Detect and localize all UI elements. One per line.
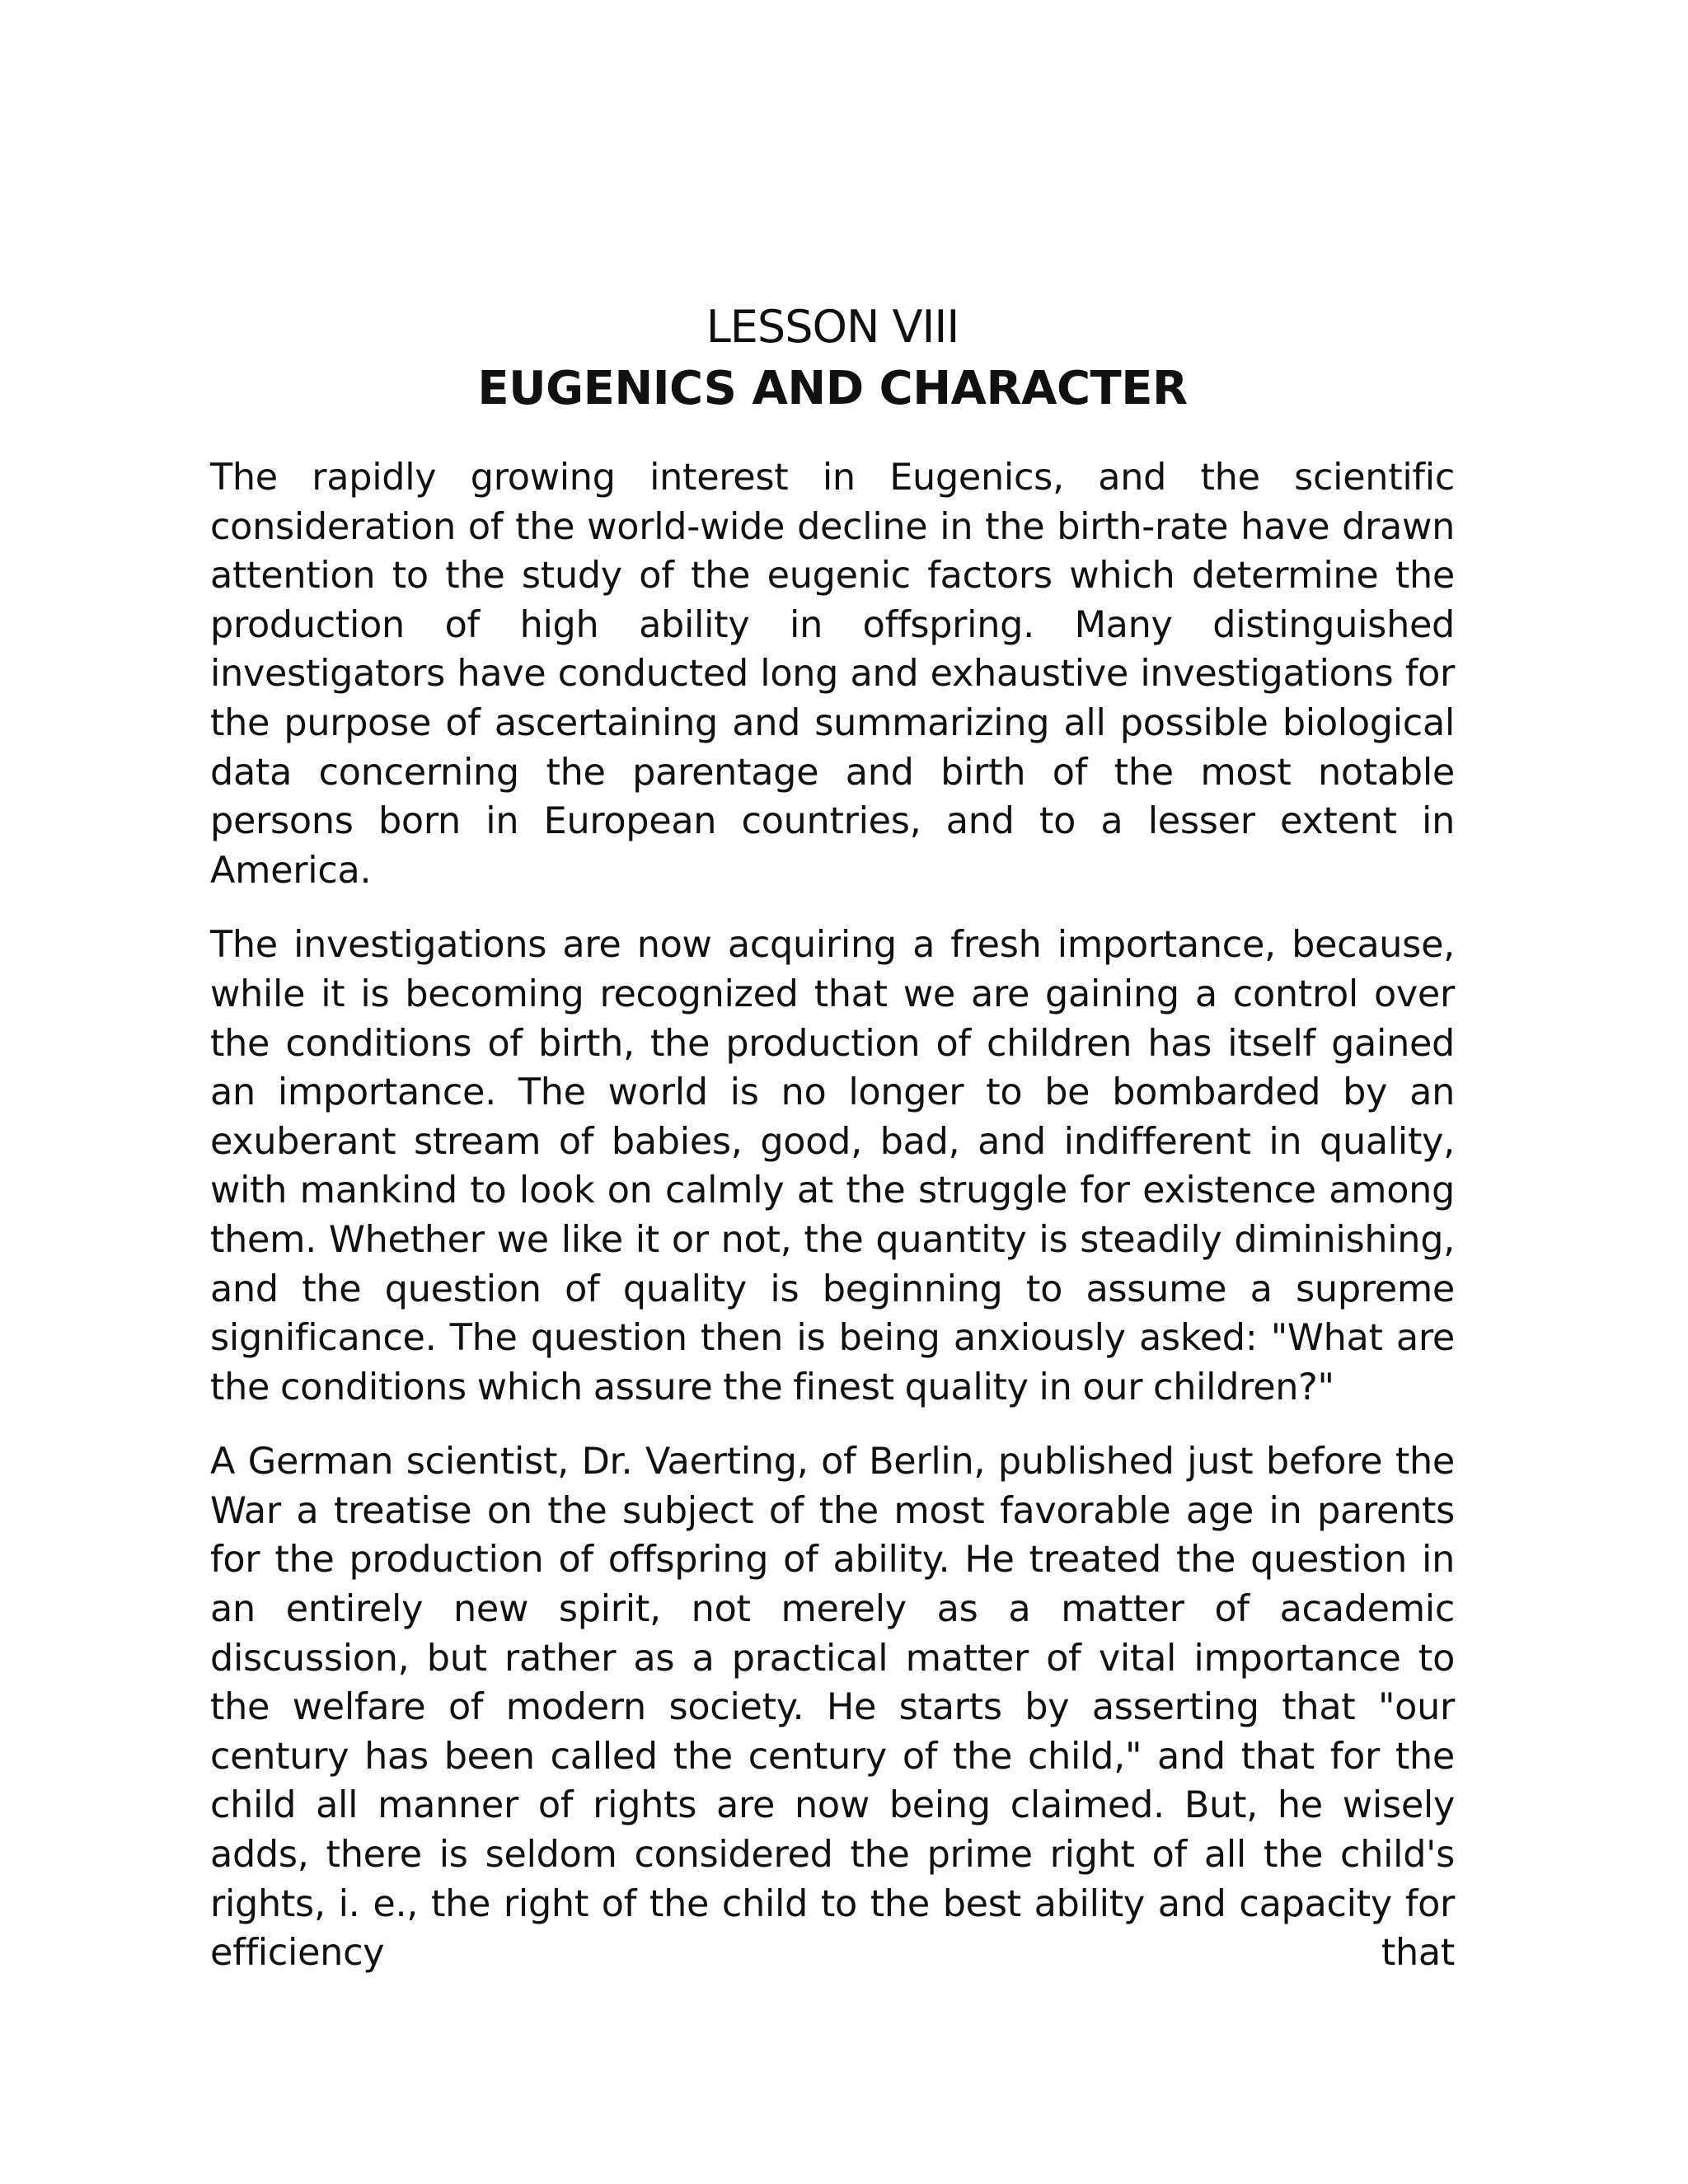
lesson-number: LESSON VIII [706, 301, 959, 353]
body-paragraph-1: The rapidly growing interest in Eugenics, and the scientific consideration of the world-wide decline in the birth-rate have drawn attention to the study of the eugenic factors which determine the production of high ability in offspring. Many distinguished investigators have conducted long and exhaustive investigations for the purpose of ascertaining and summarizing all possible biological data concerning the parentage and birth of the most notable persons born in European countries, and to a lesser extent in America. [210, 457, 1455, 892]
document-page [210, 297, 1455, 1978]
lesson-title: EUGENICS AND CHARACTER [477, 362, 1188, 415]
body-paragraph-3: A German scientist, Dr. Vaerting, of Berlin, published just before the War a treatise on the subject of the most favorable age in parents for the production of offspring of ability. He treated the question in an entirely new spirit, not merely as a matter of academic discussion, but rather as a practical matter of vital importance to the welfare of modern society. He starts by asserting that "our century has been called the century of the child," and that for the child all manner of rights are now being claimed. But, he wisely adds, there is seldom considered the prime right of all the child's rights, i. e., the right of the child to the best ability and capacity for efficiency that [210, 1441, 1455, 1975]
body-paragraph-2: The investigations are now acquiring a fresh importance, because, while it is becoming recognized that we are gaining a control over the conditions of birth, the production of children has itself gained an importance. The world is no longer to be bombarded by an exuberant stream of babies, good, bad, and indifferent in quality, with mankind to look on calmly at the struggle for existence among them. Whether we like it or not, the quantity is steadily diminishing, and the question of quality is beginning to assume a supreme significance. The question then is being anxiously asked: "What are the conditions which assure the finest quality in our children?" [210, 924, 1455, 1408]
